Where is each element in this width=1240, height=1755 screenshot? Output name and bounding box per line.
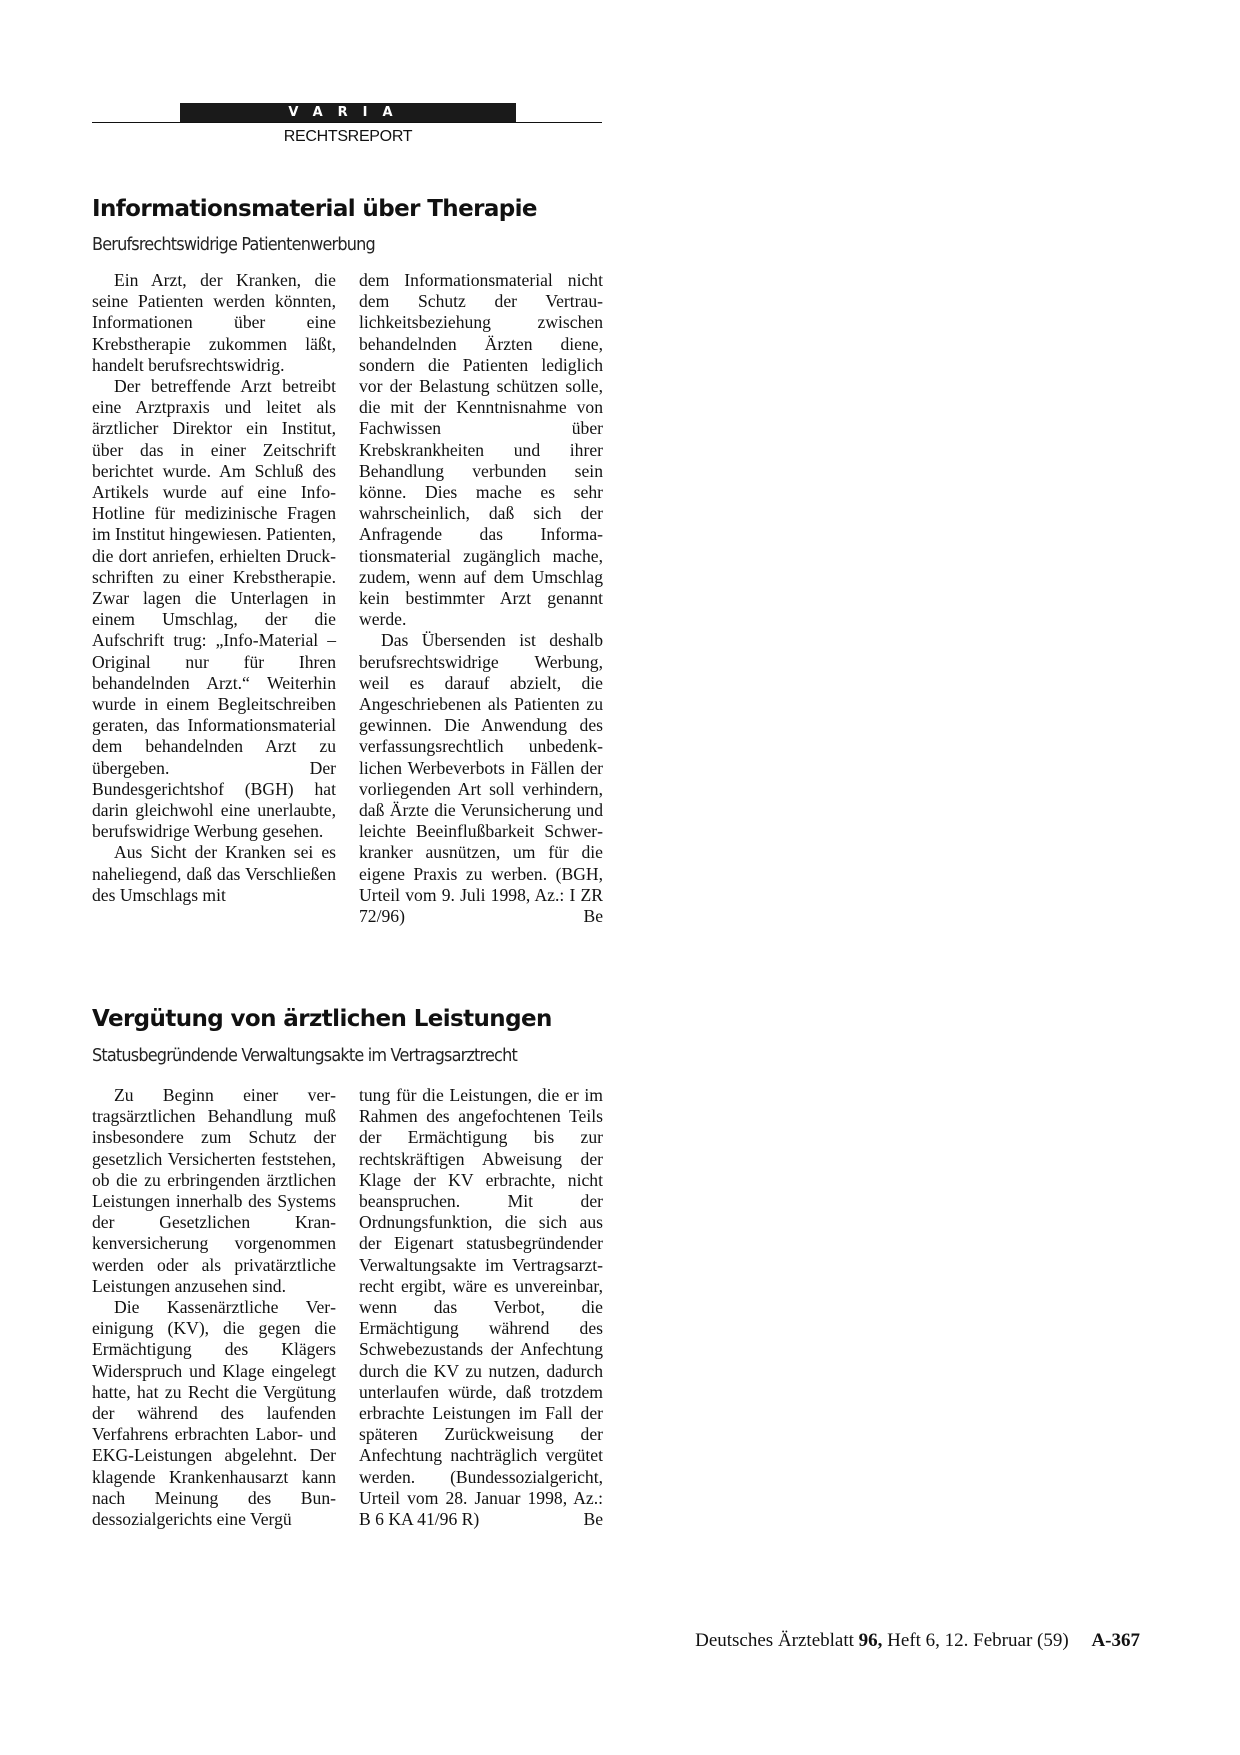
- author-signature: Be: [583, 1509, 603, 1530]
- paragraph: [359, 630, 603, 927]
- article1-title: Informationsmaterial über Therapie: [92, 196, 537, 222]
- page-footer: [560, 1630, 1140, 1652]
- paragraph-text: Das Übersenden ist deshalb berufsrechtswidrige Werbung, weil es darauf abzielt, die Angeschriebenen als Patienten zu gewinnen. Die Anwendung des verfassungsrechtlich unbedenklichen Werbeverbots in Fällen der vorliegenden Art soll verhindern, daß Ärzte die Verunsicherung und leichte Beeinflußbarkeit Schwerkranker ausnützen, um für die eigene Praxis zu werben. (BGH, Urteil vom 9. Juli 1998, Az.: I ZR 72/96): [359, 630, 603, 927]
- article1-subtitle: Berufsrechtswidrige Patientenwerbung: [92, 235, 375, 255]
- section-label: VARIA: [180, 103, 516, 122]
- article1-column-2: [359, 270, 603, 927]
- header-rule: [92, 122, 602, 123]
- subsection-label: RECHTSREPORT: [283, 128, 413, 145]
- journal-name: Deutsches Ärzteblatt: [695, 1630, 854, 1651]
- article2-subtitle: Statusbegründende Verwaltungsakte im Vertragsarztrecht: [92, 1046, 517, 1066]
- author-signature: Be: [583, 906, 603, 927]
- article2-column-2: [359, 1085, 603, 1530]
- paragraph: Zu Beginn einer vertragsärztlichen Behandlung muß insbesondere zum Schutz der gesetzlich Versicherten feststehen, ob die zu erbringenden ärztlichen Leistungen innerhalb des Systems der Gesetzlichen Krankenversicherung vorgenommen werden oder als privatärztliche Leistungen anzusehen sind.: [92, 1085, 336, 1296]
- journal-issue: Heft 6, 12. Februar (59): [887, 1630, 1069, 1651]
- journal-volume: 96,: [858, 1630, 883, 1651]
- paragraph: Ein Arzt, der Kranken, die seine Patienten werden könnten, Informationen über eine Krebstherapie zukommen läßt, handelt berufsrechtswidrig.: [92, 270, 336, 375]
- paragraph-text: tung für die Leistungen, die er im Rahmen des angefochtenen Teils der Ermächtigung bis zur rechtskräftigen Abweisung der Klage der KV erbrachte, nicht beanspruchen. Mit der Ordnungsfunktion, die sich aus der Eigenart statusbegründender Verwaltungsakte im Vertragsarztrecht ergibt, wäre es unvereinbar, wenn das Verbot, die Ermächtigung während des Schwebezustands der Anfechtung durch die KV zu nutzen, dadurch unterlaufen würde, daß trotzdem erbrachte Leistungen im Fall der späteren Zurückweisung der Anfechtung nachträglich vergütet werden. (Bundessozialgericht, Urteil vom 28. Januar 1998, Az.: B 6 KA 41/96 R): [359, 1085, 603, 1530]
- article1-column-1: [92, 270, 336, 906]
- paragraph: Der betreffende Arzt betreibt eine Arztpraxis und leitet als ärztlicher Direktor ein Institut, über das in einer Zeitschrift berichtet wurde. Am Schluß des Artikels wurde auf eine Info-Hotline für medizinische Fragen im Institut hingewiesen. Patienten, die dort anriefen, erhielten Druckschriften zu einer Krebstherapie. Zwar lagen die Unterlagen in einem Umschlag, der die Aufschrift trug: „Info-Material – Original nur für Ihren behandelnden Arzt.“ Weiterhin wurde in einem Begleitschreiben geraten, das Informationsmaterial dem behandelnden Arzt zu übergeben. Der Bundesgerichtshof (BGH) hat darin gleichwohl eine unerlaubte, berufswidrige Werbung gesehen.: [92, 376, 336, 842]
- paragraph: Aus Sicht der Kranken sei es naheliegend, daß das Verschließen des Umschlags mit: [92, 842, 336, 905]
- article2-column-1: [92, 1085, 336, 1530]
- article2-title: Vergütung von ärztlichen Leistungen: [92, 1006, 552, 1032]
- paragraph: [359, 1085, 603, 1530]
- paragraph: Die Kassenärztliche Vereinigung (KV), die gegen die Ermächtigung des Klägers Widerspruch und Klage eingelegt hatte, hat zu Recht die Vergütung der während des laufenden Verfahrens erbrachten Labor- und EKG-Leistungen abgelehnt. Der klagende Krankenhausarzt kann nach Meinung des Bundessozialgerichts eine Vergü: [92, 1297, 336, 1530]
- page-number: A-367: [1091, 1630, 1140, 1651]
- paragraph: dem Informationsmaterial nicht dem Schutz der Vertraulichkeitsbeziehung zwischen behandelnden Ärzten diene, sondern die Patienten lediglich vor der Belastung schützen solle, die mit der Kenntnisnahme von Fachwissen über Krebskrankheiten und ihrer Behandlung verbunden sein könne. Dies mache es sehr wahrscheinlich, daß sich der Anfragende das Informationsmaterial zugänglich mache, zudem, wenn auf dem Umschlag kein bestimmter Arzt genannt werde.: [359, 270, 603, 630]
